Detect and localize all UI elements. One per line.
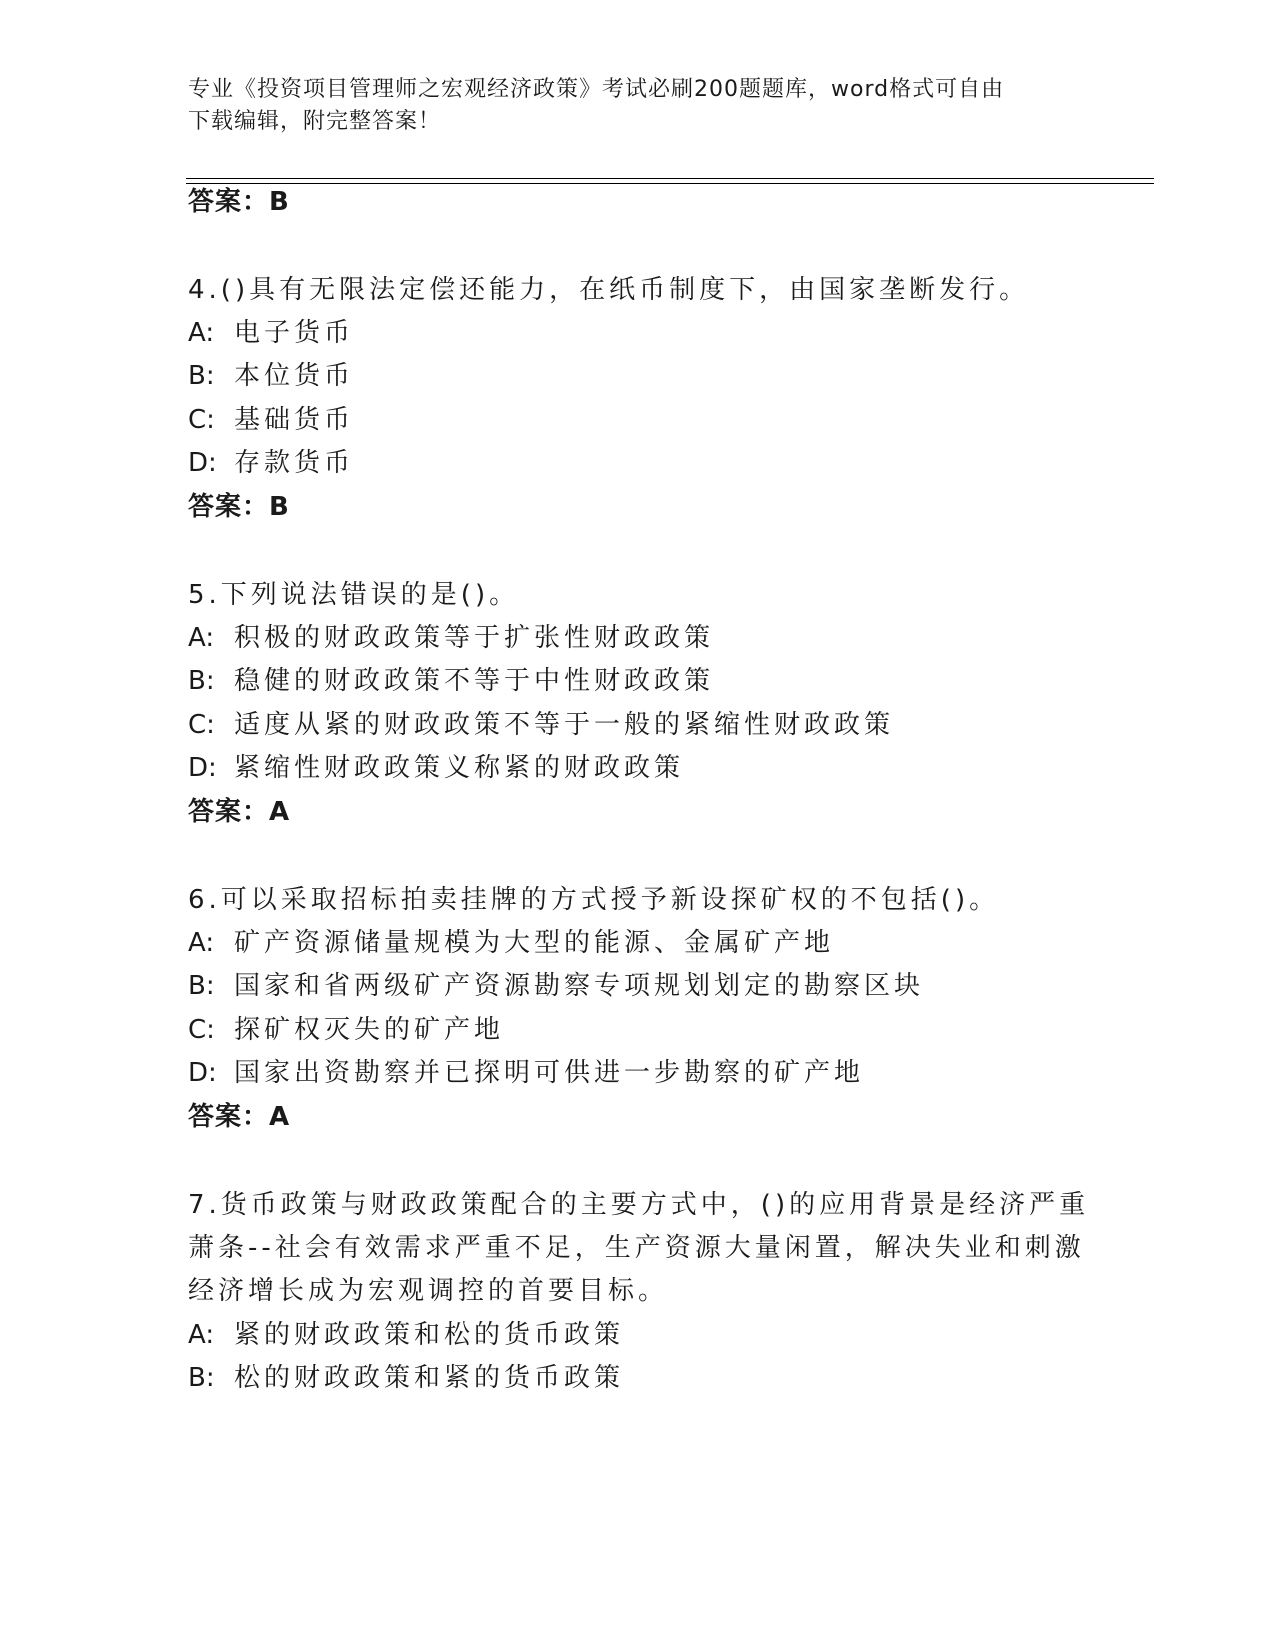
question-5-option-d: [188, 752, 684, 784]
option-text: 矿产资源储量规模为大型的能源、金属矿产地: [234, 928, 835, 958]
question-6-stem: 6.可以采取招标拍卖挂牌的方式授予新设探矿权的不包括()。: [188, 885, 1000, 915]
header-line-2: 下载编辑，附完整答案！: [188, 109, 442, 134]
option-letter: A:: [188, 623, 215, 653]
question-5-option-a: [188, 622, 714, 654]
option-text: 国家和省两级矿产资源勘察专项规划划定的勘察区块: [234, 971, 925, 1001]
option-text: 探矿权灭失的矿产地: [234, 1015, 505, 1045]
option-text: 紧缩性财政政策义称紧的财政政策: [234, 753, 685, 783]
header-line-1: 专业《投资项目管理师之宏观经济政策》考试必刷200题题库，word格式可自由: [188, 77, 1005, 102]
question-5-answer: 答案：A: [188, 797, 291, 827]
question-4-option-c: [188, 404, 354, 436]
option-letter: D:: [188, 448, 217, 478]
option-letter: C:: [188, 405, 215, 435]
question-7-stem-line-3: 经济增长成为宏观调控的首要目标。: [188, 1276, 669, 1306]
option-text: 国家出资勘察并已探明可供进一步勘察的矿产地: [234, 1058, 865, 1088]
question-6-answer: 答案：A: [188, 1102, 291, 1132]
header-rule-top: [186, 178, 1154, 179]
question-4-option-b: [188, 360, 354, 392]
question-5-option-b: [188, 665, 714, 697]
option-letter: B:: [188, 666, 215, 696]
option-letter: A:: [188, 1320, 215, 1350]
question-4-option-a: [188, 317, 354, 349]
question-7-stem-line-1: 7.货币政策与财政政策配合的主要方式中，()的应用背景是经济严重: [188, 1190, 1090, 1220]
question-6-option-d: [188, 1057, 864, 1089]
option-letter: A:: [188, 928, 215, 958]
option-letter: C:: [188, 1015, 215, 1045]
option-text: 电子货币: [234, 318, 355, 348]
option-text: 基础货币: [234, 405, 355, 435]
header-rule-bottom: [186, 183, 1154, 184]
option-letter: C:: [188, 710, 215, 740]
option-text: 适度从紧的财政政策不等于一般的紧缩性财政政策: [234, 710, 895, 740]
option-letter: B:: [188, 971, 215, 1001]
option-letter: B:: [188, 1363, 215, 1393]
document-header: [188, 74, 1088, 138]
question-7-option-b: [188, 1362, 624, 1394]
option-text: 积极的财政政策等于扩张性财政政策: [234, 623, 715, 653]
question-6-option-c: [188, 1014, 504, 1046]
question-4-answer: 答案：B: [188, 492, 290, 522]
answer-previous: 答案：B: [188, 187, 290, 217]
question-7-option-a: [188, 1319, 624, 1351]
question-5-stem: 5.下列说法错误的是()。: [188, 580, 520, 610]
question-4-option-d: [188, 447, 354, 479]
question-6-option-b: [188, 970, 924, 1002]
option-letter: D:: [188, 1058, 217, 1088]
option-letter: D:: [188, 753, 217, 783]
option-letter: A:: [188, 318, 215, 348]
question-4-stem: 4.()具有无限法定偿还能力，在纸币制度下，由国家垄断发行。: [188, 275, 1030, 305]
question-6-option-a: [188, 927, 834, 959]
option-text: 本位货币: [234, 361, 355, 391]
option-text: 稳健的财政政策不等于中性财政政策: [234, 666, 715, 696]
question-7-stem-line-2: 萧条--社会有效需求严重不足，生产资源大量闲置，解决失业和刺激: [188, 1233, 1085, 1263]
option-letter: B:: [188, 361, 215, 391]
option-text: 紧的财政政策和松的货币政策: [234, 1320, 625, 1350]
question-5-option-c: [188, 709, 894, 741]
option-text: 松的财政政策和紧的货币政策: [234, 1363, 625, 1393]
option-text: 存款货币: [234, 448, 355, 478]
